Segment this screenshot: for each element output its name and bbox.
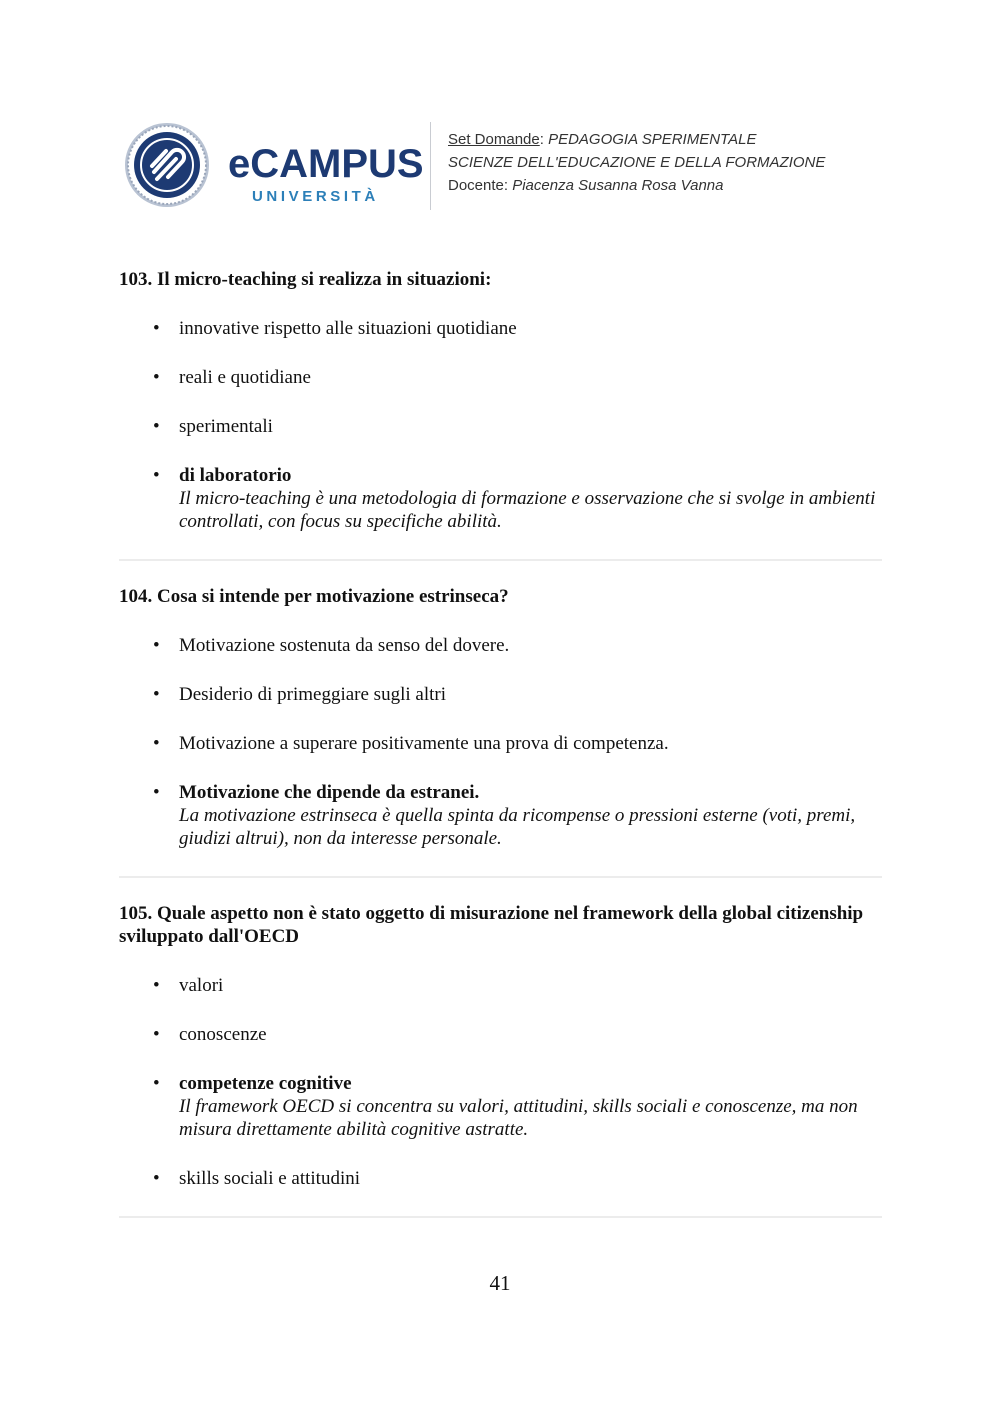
correct-answer-option [119, 464, 882, 533]
answer-option [119, 974, 882, 997]
correct-answer-text: competenze cognitive [179, 1073, 352, 1094]
answer-list [119, 974, 882, 1190]
question-separator [119, 559, 882, 561]
set-label: Set Domande [448, 131, 540, 148]
answer-option [119, 732, 882, 755]
answer-text: valori [179, 975, 224, 996]
answer-text: Motivazione sostenuta da senso del dovere. [179, 635, 510, 656]
course-name: SCIENZE DELL'EDUCAZIONE E DELLA FORMAZIONE [448, 154, 826, 171]
answer-option [119, 634, 882, 657]
answer-text: skills sociali e attitudini [179, 1168, 361, 1189]
ecampus-seal-logo [124, 122, 210, 208]
set-line: Set Domande: PEDAGOGIA SPERIMENTALE [448, 131, 757, 148]
set-value: PEDAGOGIA SPERIMENTALE [548, 131, 757, 148]
header-divider [430, 122, 431, 210]
answer-option [119, 317, 882, 340]
answer-option [119, 366, 882, 389]
question-title: 103. Il micro-teaching si realizza in situazioni: [119, 269, 492, 290]
answer-text: innovative rispetto alle situazioni quotidiane [179, 318, 517, 339]
document-header [124, 118, 884, 214]
correct-answer-option [119, 781, 882, 850]
answer-text: Motivazione a superare positivamente una prova di competenza. [179, 733, 669, 754]
correct-answer-text: Motivazione che dipende da estranei. [179, 782, 480, 803]
answer-explanation: Il framework OECD si concentra su valori, attitudini, skills sociali e conoscenze, ma non misura direttamente abilità cognitive astratte. [179, 1096, 858, 1140]
course-info [448, 128, 825, 197]
questions-list [119, 268, 882, 1242]
answer-option [119, 683, 882, 706]
answer-text: conoscenze [179, 1024, 267, 1045]
answer-text: sperimentali [179, 416, 273, 437]
question-separator [119, 1216, 882, 1218]
answer-list [119, 634, 882, 850]
brand-subtitle: UNIVERSITÀ [252, 188, 379, 205]
question-separator [119, 876, 882, 878]
teacher-name: Piacenza Susanna Rosa Vanna [512, 177, 724, 194]
teacher-line: Docente: Piacenza Susanna Rosa Vanna [448, 177, 724, 194]
course-line [448, 151, 825, 174]
answer-explanation: La motivazione estrinseca è quella spinta da ricompense o pressioni esterne (voti, premi, giudizi altrui), non da interesse personale. [179, 805, 856, 849]
answer-text: Desiderio di primeggiare sugli altri [179, 684, 446, 705]
brand-wordmark: eCAMPUS [228, 142, 424, 186]
answer-option [119, 415, 882, 438]
answer-list [119, 317, 882, 533]
page-number: 41 [489, 1271, 511, 1295]
answer-text: reali e quotidiane [179, 367, 311, 388]
answer-option [119, 1167, 882, 1190]
question-title: 105. Quale aspetto non è stato oggetto di misurazione nel framework della global citizenship sviluppato dall'OECD [119, 903, 864, 947]
correct-answer-option [119, 1072, 882, 1141]
question-title: 104. Cosa si intende per motivazione estrinseca? [119, 586, 509, 607]
correct-answer-text: di laboratorio [179, 465, 292, 486]
answer-option [119, 1023, 882, 1046]
answer-explanation: Il micro-teaching è una metodologia di formazione e osservazione che si svolge in ambienti controllati, con focus su specifiche abilità. [179, 488, 876, 532]
teacher-label: Docente [448, 177, 504, 194]
